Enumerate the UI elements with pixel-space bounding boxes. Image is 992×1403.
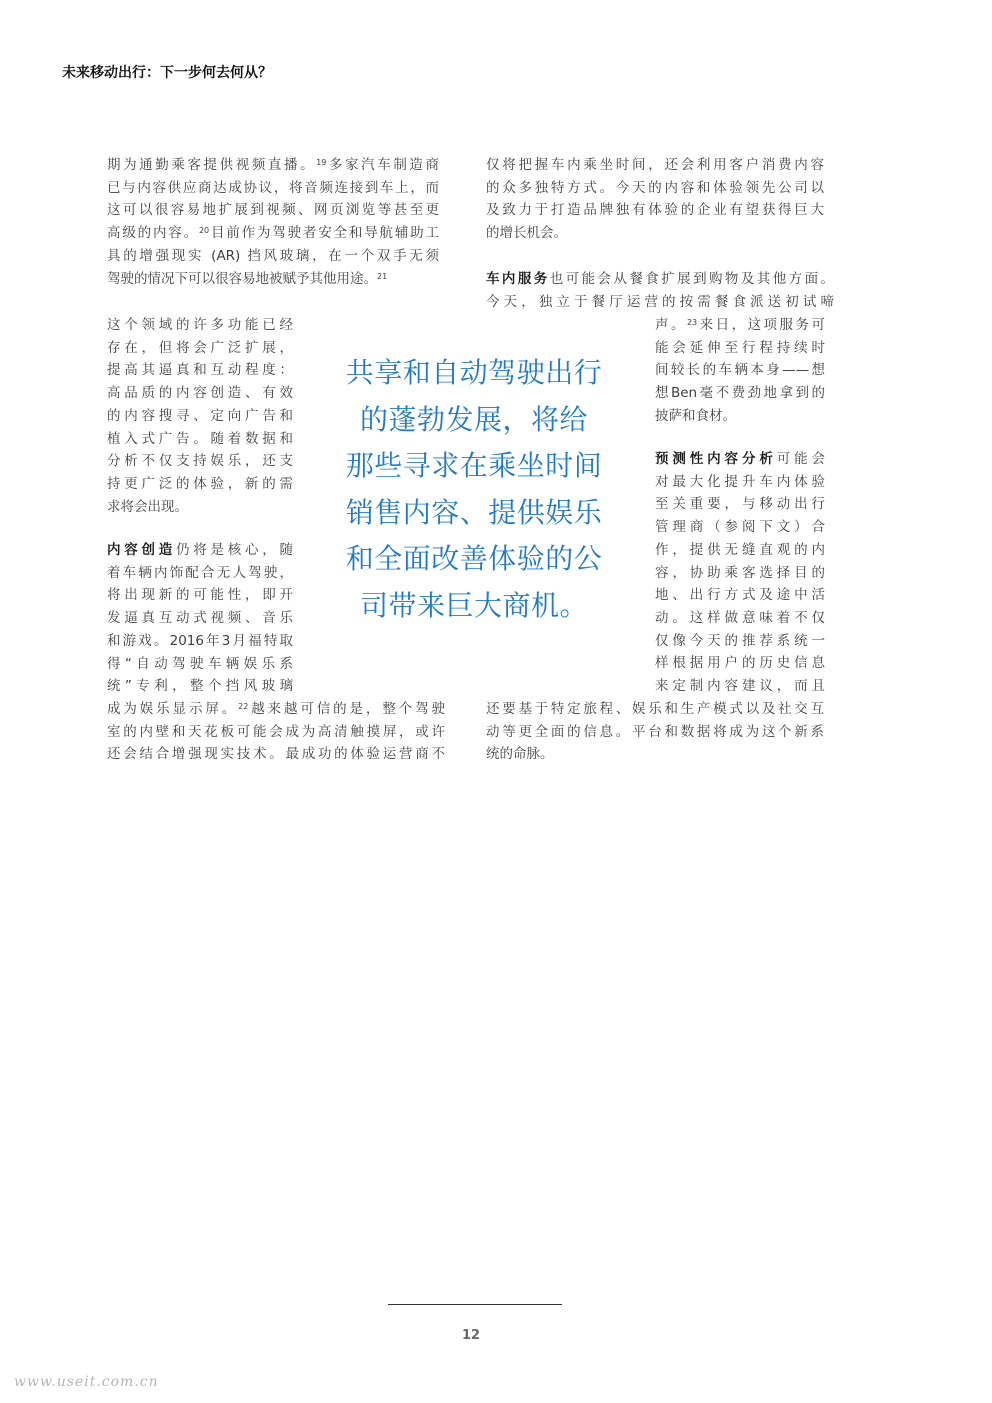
text-span: 具的增强现实 (AR) 挡风玻璃，在一个双手无须 — [107, 247, 439, 264]
text-line: 管理商（参阅下文）合 — [655, 519, 825, 536]
text-line: 存在，但将会广泛扩展， — [107, 339, 293, 356]
footer-divider — [388, 1304, 562, 1305]
page-number: 12 — [462, 1328, 481, 1343]
text-span: 还会结合增强现实技术。最成功的体验运营商不 — [107, 746, 445, 763]
text-line: 这个领域的许多功能已经 — [107, 317, 293, 333]
right-column-top-paragraph — [486, 154, 824, 245]
pull-quote-line: 那些寻求在乘坐时间 — [345, 449, 603, 482]
text-line — [655, 314, 825, 337]
text-line: 作，提供无缝直观的内 — [655, 541, 825, 558]
pull-quote-line: 的蓬勃发展，将给 — [359, 402, 588, 436]
text-line — [655, 337, 825, 360]
pull-quote-line: 司带来巨大商机。 — [359, 588, 588, 622]
text-line: 至关重要，与移动出行 — [655, 496, 825, 513]
text-line: 得“自动驾驶车辆娱乐系 — [107, 655, 293, 672]
text-line: 的众多独特方式。今天的内容和体验领先公司以 — [486, 179, 824, 196]
footnote-ref: 20 — [198, 226, 210, 236]
content-creation-paragraph — [107, 539, 293, 698]
in-car-service-second-line: 今天，独立于餐厅运营的按需餐食派送初试啼 — [486, 293, 834, 310]
predictive-content-paragraph — [655, 448, 825, 698]
text-line: 及致力于打造品牌独有体验的企业有望获得巨大 — [486, 202, 824, 219]
pull-quote — [316, 350, 632, 629]
text-line — [107, 222, 439, 245]
text-line: 的增长机会。 — [486, 225, 567, 242]
text-line: 动等更全面的信息。平台和数据将成为这个新系 — [486, 723, 824, 740]
predictive-content-first-line: 可能会 — [776, 451, 826, 467]
text-line: 统的命脉。 — [486, 746, 554, 763]
pull-quote-line: 共享和自动驾驶出行 — [345, 356, 603, 389]
text-line: 还要基于特定旅程、娱乐和生产模式以及社交互 — [486, 701, 824, 717]
text-span: 这可以很容易地扩展到视频、网页浏览等甚至更 — [107, 202, 439, 219]
text-line — [107, 154, 439, 177]
watermark-url: www.useit.com.cn — [14, 1374, 159, 1390]
document-header: 未来移动出行：下一步何去何从？ — [62, 65, 272, 81]
left-column-top-paragraph — [107, 154, 439, 290]
text-span: 驾驶的情况下可以很容易地被赋予其他用途。 — [107, 270, 377, 287]
text-line — [107, 721, 445, 744]
text-line — [107, 199, 439, 222]
text-span: 披萨和食材。 — [655, 407, 736, 424]
text-span: 多家汽车制造商 — [326, 157, 440, 173]
text-span: 高级的内容。 — [107, 225, 199, 242]
text-line — [107, 743, 445, 766]
text-line — [655, 359, 825, 382]
text-line: 仅将把握车内乘坐时间，还会利用客户消费内容 — [486, 157, 824, 173]
text-line: 仅像今天的推荐系统一 — [655, 632, 825, 649]
text-span: 想Ben毫不费劲地拿到的 — [655, 385, 825, 402]
text-span: 室的内壁和天花板可能会成为高清触摸屏，或许 — [107, 723, 445, 740]
predictive-content-heading: 预测性内容分析 — [655, 451, 777, 467]
footnote-ref: 22 — [238, 702, 249, 711]
text-span: 成为娱乐显示屏。 — [107, 701, 239, 717]
text-line: 植入式广告。随着数据和 — [107, 430, 293, 447]
text-line — [107, 698, 445, 721]
text-line: 容，协助乘客选择目的 — [655, 564, 825, 581]
text-line: 着车辆内饰配合无人驾驶， — [107, 564, 293, 581]
content-creation-heading: 内容创造 — [107, 542, 176, 558]
footnote-ref: 23 — [686, 318, 698, 327]
text-span: 能会延伸至行程持续时 — [655, 339, 825, 356]
text-line: 样根据用户的历史信息 — [655, 655, 825, 672]
text-span: 已与内容供应商达成协议，将音频连接到车上，而 — [107, 179, 439, 196]
text-span: 来日，这项服务可 — [697, 317, 826, 333]
text-line: 高品质的内容创造、有效 — [107, 385, 293, 402]
text-line: 对最大化提升车内体验 — [655, 473, 825, 490]
left-column-bottom-paragraph — [107, 698, 445, 766]
text-line — [107, 268, 439, 291]
content-creation-first-line: 仍将是核心，随 — [176, 542, 293, 558]
footnote-ref: 21 — [377, 271, 388, 281]
right-column-wrap-paragraph — [655, 314, 825, 428]
text-line — [107, 177, 439, 200]
text-line: 地、出行方式及途中活 — [655, 587, 825, 604]
text-line: 动。这样做意味着不仅 — [655, 609, 825, 626]
left-column-wrap-paragraph — [107, 314, 293, 518]
text-line — [107, 245, 439, 268]
right-column-bottom-paragraph — [486, 698, 824, 766]
text-span: 间较长的车辆本身——想 — [655, 362, 825, 379]
text-line: 来定制内容建议，而且 — [655, 678, 825, 695]
text-line: 的内容搜寻、定向广告和 — [107, 407, 293, 424]
in-car-service-first-line: 也可能会从餐食扩展到购物及其他方面。 — [549, 271, 835, 287]
text-line: 发逼真互动式视频、音乐 — [107, 610, 293, 627]
text-span: 声。 — [655, 317, 687, 333]
text-span: 期为通勤乘客提供视频直播。 — [107, 157, 317, 173]
text-line: 提高其逼真和互动程度： — [107, 362, 293, 379]
text-line: 分析不仅支持娱乐，还支 — [107, 453, 293, 470]
pull-quote-line: 和全面改善体验的公 — [345, 542, 603, 575]
text-line: 求将会出现。 — [107, 498, 188, 515]
in-car-service-paragraph — [486, 268, 834, 313]
in-car-service-heading: 车内服务 — [486, 271, 550, 287]
text-span: 目前作为驾驶者安全和导航辅助工 — [209, 225, 440, 242]
text-line — [655, 405, 825, 428]
text-line: 和游戏。2016年3月福特取 — [107, 632, 293, 649]
footnote-ref: 19 — [316, 158, 327, 167]
text-line — [655, 382, 825, 405]
pull-quote-line: 销售内容、提供娱乐 — [345, 495, 603, 529]
text-line: 统”专利，整个挡风玻璃 — [107, 678, 293, 695]
text-line: 持更广泛的体验，新的需 — [107, 475, 293, 492]
text-line: 将出现新的可能性，即开 — [107, 587, 293, 604]
text-span: 越来越可信的是，整个驾驶 — [248, 701, 445, 717]
